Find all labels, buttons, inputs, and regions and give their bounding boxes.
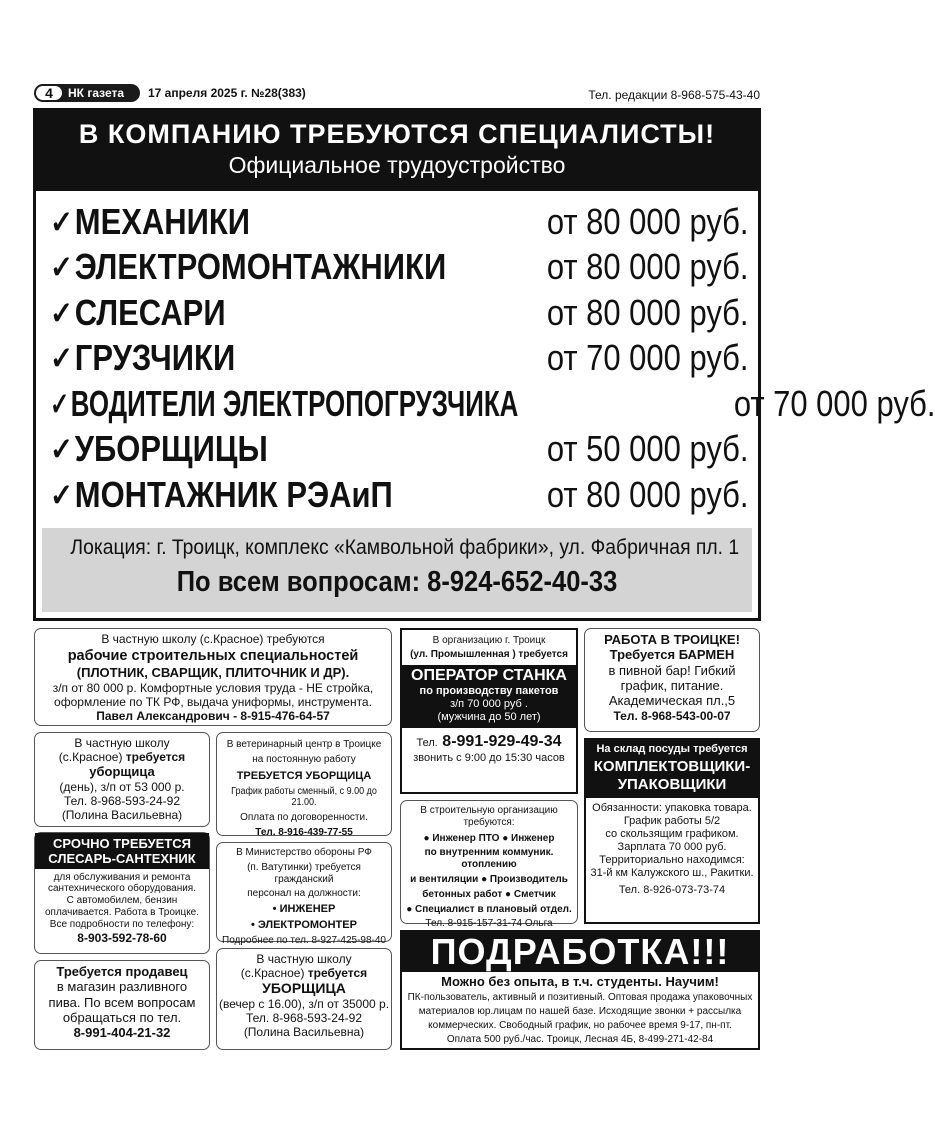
ad-text: по внутренним коммуник. отоплению: [424, 847, 554, 871]
ad-text: (п. Ватутинки) требуется гражданский: [247, 861, 361, 885]
ad-defense-ministry: [216, 842, 392, 947]
ad-contact: 8-991-929-49-34: [442, 733, 562, 751]
ad-text: для обслуживания и ремонта: [53, 871, 191, 883]
location-box: [42, 528, 752, 612]
page-number: 4: [36, 86, 62, 100]
ad-text: требуется: [125, 750, 186, 765]
ad-text: В частную школу: [256, 952, 352, 966]
ad-text: ● Инженер ПТО ● Инженер: [423, 832, 555, 844]
job-salary: от 50 000 руб.: [546, 428, 748, 470]
ad-text: з/п от 80 000 р. Комфортные условия труда - НЕ стройка,: [52, 680, 374, 695]
ad-text: (с.Красное): [240, 966, 305, 981]
check-icon: ✓: [50, 476, 74, 513]
ad-text: (ул. Промышленная ) требуется: [410, 648, 568, 660]
ad-headline: • ЭЛЕКТРОМОНТЕР: [251, 919, 357, 932]
ad-headline: рабочие строительных специальностей: [67, 648, 359, 665]
paper-name: НК газета: [68, 86, 125, 100]
ad-contact: Подробнее по тел. 8-927-425-98-40: [222, 935, 386, 947]
ad-text: В ветеринарный центр в Троицке: [226, 739, 382, 750]
ad-headline-block: [586, 740, 758, 798]
main-ad-header: [36, 111, 758, 191]
ad-text: Академическая пл.,5: [608, 693, 736, 709]
job-row: [50, 381, 935, 427]
ad-headline: (ПЛОТНИК, СВАРЩИК, ПЛИТОЧНИК И ДР).: [76, 665, 350, 681]
ad-text: (день), з/п от 53 000 р.: [59, 779, 185, 794]
job-list: [36, 191, 935, 518]
check-icon: ✓: [50, 340, 74, 377]
job-row: [50, 427, 748, 473]
ad-text: материалов юр.лицам по нашей базе. Исходящие звонки + рассылка: [418, 1006, 742, 1018]
ad-text: Тел.: [416, 737, 438, 750]
ad-text: Все подробности по телефону:: [49, 918, 195, 930]
ad-text: персонал на должности:: [247, 888, 361, 900]
ad-text: оформление по ТК РФ, выдача униформы, инструмента.: [54, 694, 372, 709]
ad-headline: УПАКОВЩИКИ: [617, 775, 727, 793]
ad-vet-cleaner: [216, 732, 392, 836]
ad-headline: РАБОТА В ТРОИЦКЕ!: [604, 632, 740, 647]
main-ad-subtitle: Официальное трудоустройство: [228, 152, 566, 178]
check-icon: ✓: [50, 294, 74, 331]
ad-bartender: [584, 628, 760, 732]
job-title: СЛЕСАРИ: [74, 291, 226, 333]
ad-text: коммерческих. Свободный график, но рабочее время 9-17, пн-пт.: [428, 1019, 732, 1031]
ad-headline: УБОРЩИЦА: [262, 980, 346, 997]
ad-text: бетонных работ ● Сметчик: [422, 888, 556, 900]
job-row: [50, 336, 748, 382]
ad-packers: [584, 738, 760, 924]
ad-contact: 8-903-592-78-60: [77, 930, 167, 945]
ad-text: и вентиляции ● Производитель: [410, 873, 568, 885]
ad-headline: Можно без опыта, в т.ч. студенты. Научим!: [441, 974, 719, 989]
ad-construction-org: [400, 800, 578, 930]
job-salary: от 80 000 руб.: [546, 200, 748, 242]
ad-text: На склад посуды требуется: [596, 743, 748, 755]
ad-contact: Тел. 8-915-157-31-74 Ольга: [425, 918, 553, 930]
ad-contact: Оплата 500 руб./час. Троицк, Лесная 4Б, 8-499-271-42-84: [446, 1033, 714, 1045]
job-row: [50, 199, 748, 245]
ad-contact: Тел. 8-916-439-77-55: [255, 826, 353, 838]
ad-text: по производству пакетов: [419, 685, 559, 698]
ad-contact: Тел. 8-968-593-24-92: [246, 1010, 362, 1025]
ad-headline: уборщица: [89, 764, 155, 780]
ad-headline: ОПЕРАТОР СТАНКА: [411, 666, 567, 684]
ad-text: Обязанности: упаковка товара.: [592, 802, 752, 815]
ad-text: (Полина Васильевна): [61, 807, 183, 822]
ad-text: (мужчина до 50 лет): [437, 711, 541, 724]
job-salary: от 80 000 руб.: [546, 473, 748, 515]
ad-headline-block: [402, 665, 576, 729]
editorial-phone: Тел. редакции 8-968-575-43-40: [588, 88, 760, 102]
job-salary: от 70 000 руб.: [733, 382, 935, 424]
ad-text: (вечер с 16.00), з/п от 35000 р.: [218, 996, 390, 1011]
ad-plumber: [34, 832, 210, 954]
job-title: ГРУЗЧИКИ: [74, 337, 236, 379]
job-title: МЕХАНИКИ: [74, 200, 250, 242]
ad-text: звонить с 9:00 до 15:30 часов: [413, 752, 565, 765]
ad-text: ПК-пользователь, активный и позитивный. Оптовая продажа упаковочных: [407, 992, 753, 1004]
ad-headline: • ИНЖЕНЕР: [272, 903, 336, 916]
job-title: МОНТАЖНИК РЭАиП: [74, 473, 393, 515]
ad-contact: Тел. 8-968-543-00-07: [613, 708, 731, 723]
ad-contact: Тел. 8-926-073-73-74: [618, 884, 726, 897]
ad-text: (Полина Васильевна): [243, 1025, 365, 1040]
ad-school-cleaner-day: [34, 732, 210, 827]
job-title: ВОДИТЕЛИ ЭЛЕКТРОПОГРУЗЧИКА: [70, 382, 519, 424]
ad-text: График работы 5/2: [623, 815, 721, 828]
ad-text: график, питание.: [620, 677, 724, 693]
ad-text: В строительную организацию требуются:: [420, 805, 558, 828]
job-salary: от 80 000 руб.: [546, 291, 748, 333]
check-icon: ✓: [50, 385, 70, 422]
ad-text: на постоянную работу: [252, 753, 356, 765]
main-ad-title: В КОМПАНИЮ ТРЕБУЮТСЯ СПЕЦИАЛИСТЫ!: [78, 119, 716, 149]
ad-school-cleaner-evening: [216, 948, 392, 1050]
ad-headline: СЛЕСАРЬ-САНТЕХНИК: [48, 851, 196, 867]
ad-text: 31-й км Калужского ш., Ракитки.: [590, 867, 754, 880]
ad-text: в пивной бар! Гибкий: [608, 662, 736, 678]
page-header: [34, 84, 760, 104]
ad-contact: Тел. 8-968-593-24-92: [64, 793, 180, 808]
ad-headline-block: [35, 833, 209, 869]
job-salary: от 80 000 руб.: [546, 246, 748, 288]
ad-contact: Павел Александрович - 8-915-476-64-57: [96, 708, 330, 723]
ad-text: В организацию г. Троицк: [432, 635, 546, 646]
issue-date: 17 апреля 2025 г. №28(383): [148, 86, 306, 100]
ad-text: з/п 70 000 руб .: [450, 698, 528, 711]
job-row: [50, 245, 748, 291]
ad-text: В частную школу: [74, 736, 170, 750]
ad-part-time: [400, 930, 760, 1050]
ad-text: График работы сменный, с 9.00 до 21.00.: [231, 785, 377, 809]
ad-text: С автомобилем, бензин: [66, 895, 178, 907]
ad-text: Территориально находимся:: [599, 854, 745, 867]
job-title: УБОРЩИЦЫ: [74, 428, 268, 470]
ad-machine-operator: [400, 628, 578, 794]
ad-text: требуется: [307, 966, 368, 981]
ad-headline: Требуется продавец: [56, 964, 188, 979]
job-row: [50, 290, 748, 336]
ad-text: сантехнического оборудования.: [47, 883, 197, 895]
ad-seller: [34, 960, 210, 1050]
ad-text: Оплата по договоренности.: [240, 812, 368, 824]
paper-badge: [34, 84, 140, 102]
ad-text: пива. По всем вопросам: [48, 994, 196, 1010]
location-text: Локация: г. Троицк, комплекс «Камвольной фабрики», ул. Фабричная пл. 1: [70, 536, 740, 559]
check-icon: ✓: [50, 203, 74, 240]
ad-headline: Требуется БАРМЕН: [609, 647, 735, 663]
ad-headline: СРОЧНО ТРЕБУЕТСЯ: [53, 836, 191, 851]
ad-text: оплачивается. Работа в Троицке.: [44, 907, 200, 919]
ad-headline: ТРЕБУЕТСЯ УБОРЩИЦА: [236, 769, 372, 782]
check-icon: ✓: [50, 431, 74, 468]
ad-text: со скользящим графиком.: [605, 828, 739, 841]
job-title: ЭЛЕКТРОМОНТАЖНИКИ: [74, 246, 447, 288]
check-icon: ✓: [50, 249, 74, 286]
ad-text: обращаться по тел.: [62, 1009, 182, 1025]
questions-phone: По всем вопросам: 8-924-652-40-33: [176, 566, 618, 598]
ad-text: В Министерство обороны РФ: [236, 847, 372, 858]
main-job-ad: [33, 108, 935, 621]
job-salary: от 70 000 руб.: [546, 337, 748, 379]
ad-text: В частную школу (с.Красное) требуются: [101, 632, 325, 646]
ad-text: ● Специалист в плановый отдел.: [406, 903, 572, 915]
ad-text: (с.Красное): [58, 750, 123, 765]
ad-headline: ПОДРАБОТКА!!!: [402, 932, 758, 972]
ad-text: в магазин разливного: [56, 979, 188, 995]
job-row: [50, 472, 748, 518]
ad-school-builders: [34, 628, 392, 726]
ad-contact: 8-991-404-21-32: [73, 1025, 171, 1041]
ad-text: Зарплата 70 000 руб.: [617, 841, 727, 854]
ad-headline: КОМПЛЕКТОВЩИКИ-: [593, 757, 751, 775]
